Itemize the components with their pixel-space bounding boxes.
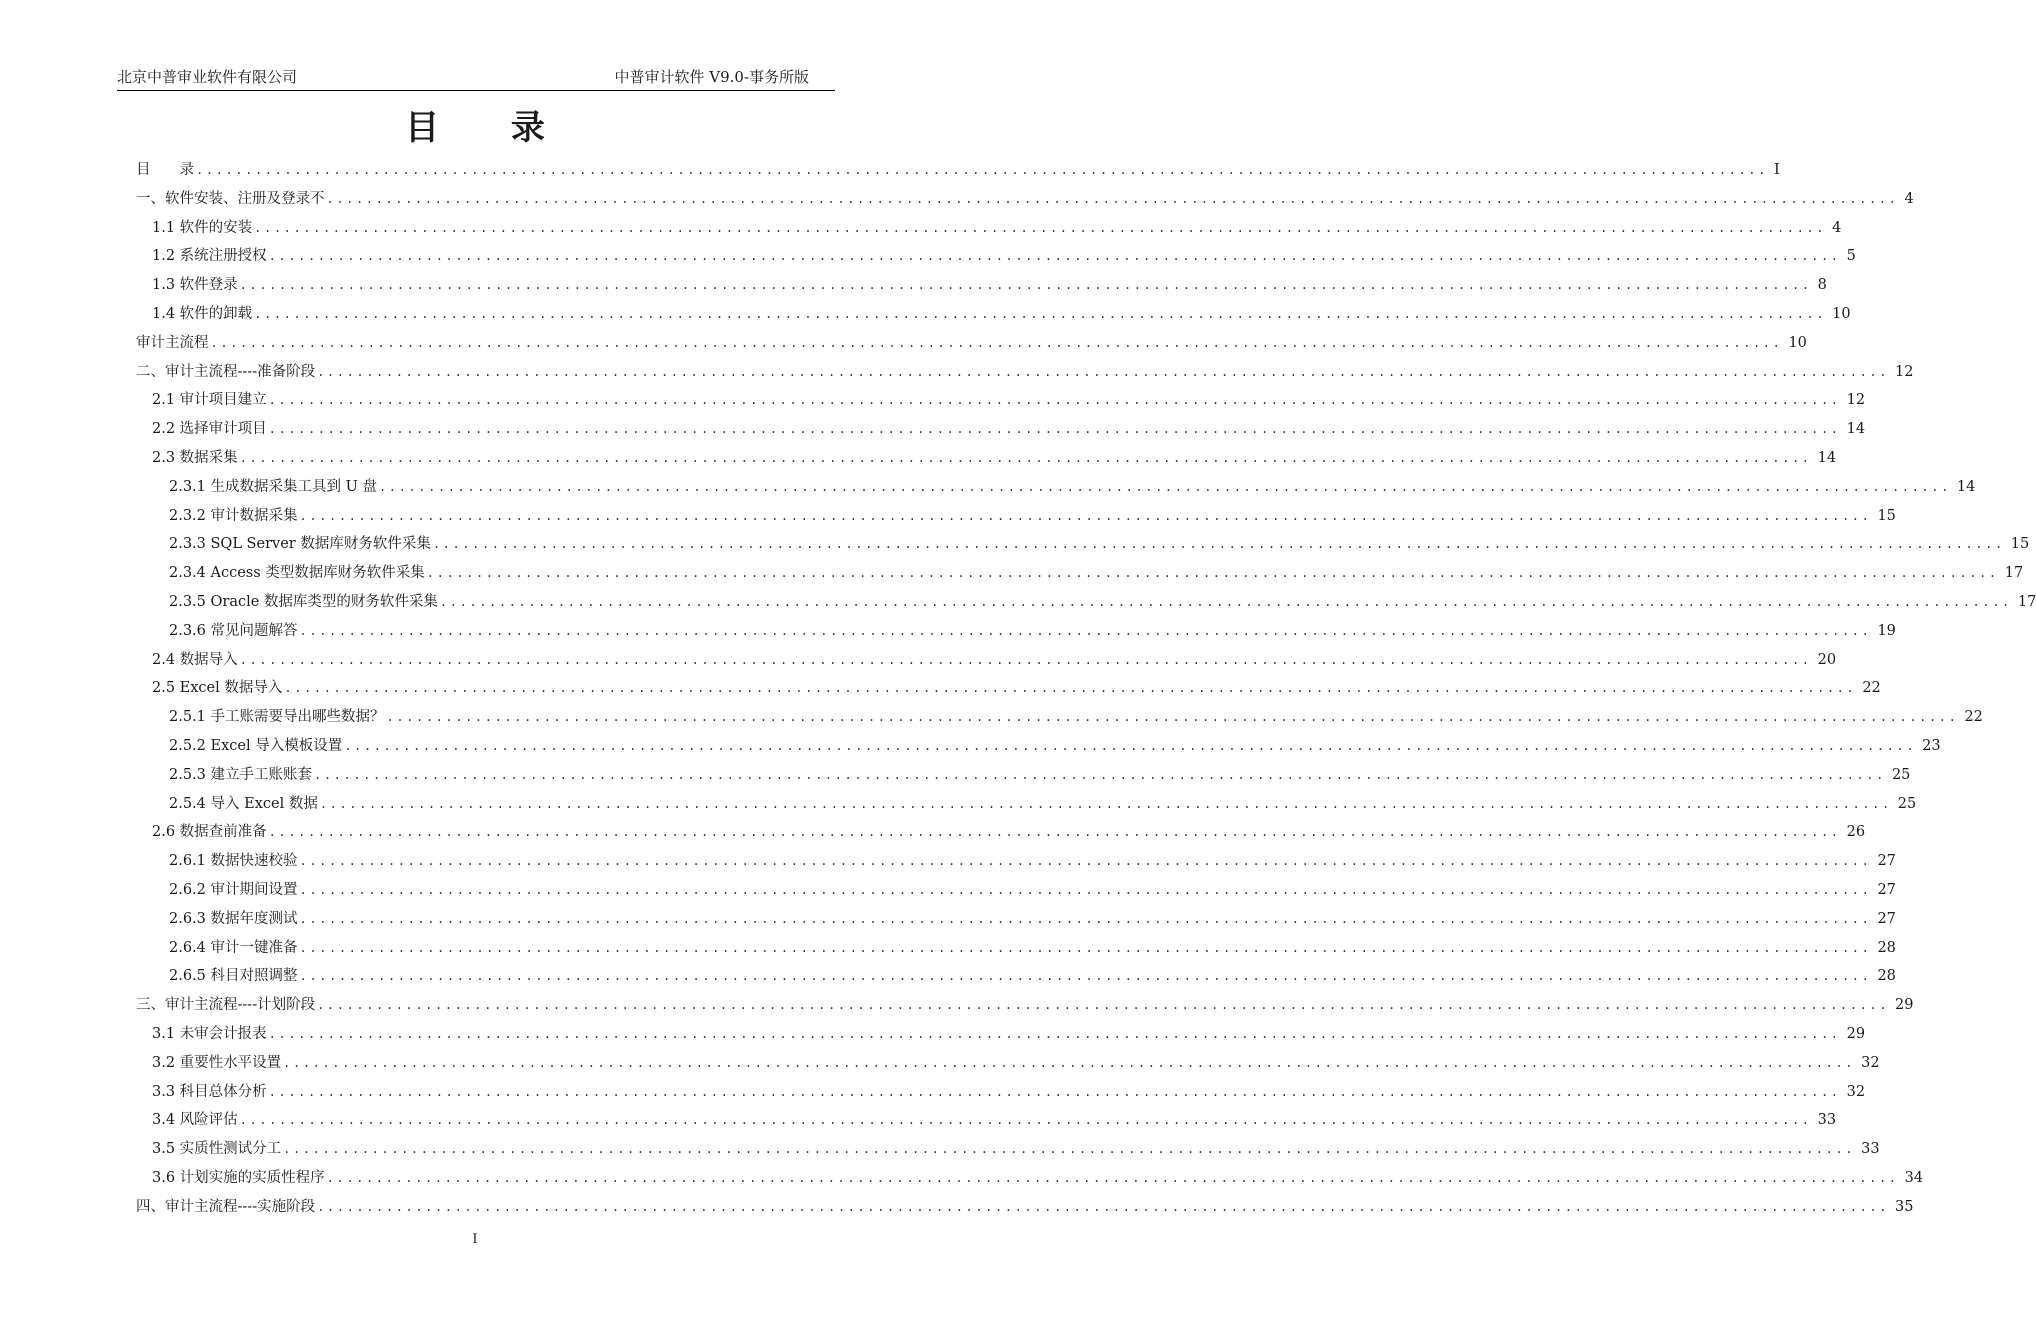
page-title: 目 录 bbox=[405, 108, 575, 148]
toc-entry[interactable] bbox=[152, 273, 1827, 295]
toc-entry-page-number: 17 bbox=[2017, 594, 2036, 610]
toc-entry[interactable] bbox=[152, 417, 1866, 439]
toc-entry[interactable] bbox=[152, 820, 1866, 842]
toc-entry[interactable] bbox=[152, 244, 1856, 266]
toc-entry[interactable] bbox=[169, 475, 1976, 497]
toc-entry[interactable] bbox=[169, 705, 1983, 727]
toc-entry-label: 2.3.3 SQL Server 数据库财务软件采集 bbox=[169, 536, 431, 553]
toc-entry-page-number: 23 bbox=[1922, 738, 1941, 754]
toc-dot-leader: ................................................................................................................................................................ bbox=[386, 710, 1959, 725]
toc-entry-page-number: 12 bbox=[1846, 392, 1866, 409]
toc-entry-page-number: I bbox=[1773, 162, 1780, 178]
toc-entry-label: 审计主流程 bbox=[136, 334, 209, 351]
toc-dot-leader: ................................................................................................................................................................ bbox=[283, 1142, 1856, 1157]
toc-entry[interactable] bbox=[152, 676, 1881, 698]
toc-entry-page-number: 14 bbox=[1817, 450, 1837, 466]
toc-entry-label: 2.5.4 导入 Excel 数据 bbox=[169, 795, 318, 812]
toc-entry[interactable] bbox=[169, 734, 1941, 756]
toc-entry-label: 2.3.4 Access 类型数据库财务软件采集 bbox=[169, 565, 425, 582]
toc-entry-page-number: 14 bbox=[1846, 421, 1866, 438]
toc-entry-page-number: 28 bbox=[1877, 968, 1896, 985]
toc-dot-leader: ................................................................................................................................................................ bbox=[439, 595, 2012, 609]
toc-entry-label: 1.4 软件的卸载 bbox=[152, 306, 253, 322]
toc-dot-leader: ................................................................................................................................................................ bbox=[254, 220, 1827, 235]
toc-entry-page-number: 8 bbox=[1817, 277, 1827, 294]
toc-entry-page-number: 28 bbox=[1877, 939, 1896, 956]
toc-entry-label: 1.3 软件登录 bbox=[152, 277, 238, 294]
toc-entry[interactable] bbox=[152, 216, 1842, 238]
toc-entry-page-number: 27 bbox=[1877, 853, 1896, 870]
toc-dot-leader: ................................................................................................................................................................ bbox=[239, 652, 1812, 667]
toc-entry-label: 2.1 审计项目建立 bbox=[152, 392, 267, 409]
toc-dot-leader: ................................................................................................................................................................ bbox=[268, 249, 1841, 264]
toc-entry-page-number: 27 bbox=[1877, 882, 1896, 898]
toc-entry-page-number: 4 bbox=[1832, 219, 1842, 236]
toc-entry-page-number: 20 bbox=[1817, 651, 1837, 668]
toc-entry-page-number: 26 bbox=[1846, 824, 1866, 841]
toc-dot-leader: ................................................................................................................................................................ bbox=[326, 191, 1899, 206]
toc-entry-label: 3.2 重要性水平设置 bbox=[152, 1054, 282, 1071]
toc-dot-leader: ................................................................................................................................................................ bbox=[268, 422, 1841, 437]
toc-dot-leader: ................................................................................................................................................................ bbox=[299, 854, 1872, 869]
toc-entry-label: 1.1 软件的安装 bbox=[152, 219, 253, 236]
toc-entry[interactable] bbox=[169, 849, 1896, 871]
toc-entry-page-number: 33 bbox=[1861, 1141, 1880, 1158]
toc-entry[interactable] bbox=[169, 619, 1896, 641]
toc-entry-page-number: 35 bbox=[1895, 1198, 1914, 1215]
toc-entry-label: 目 录 bbox=[136, 162, 194, 178]
toc-entry-label: 一、软件安装、注册及登录不 bbox=[136, 190, 325, 207]
toc-entry-page-number: 32 bbox=[1846, 1083, 1866, 1100]
toc-entry[interactable] bbox=[169, 878, 1896, 900]
toc-entry-label: 2.2 选择审计项目 bbox=[152, 421, 267, 438]
toc-entry[interactable] bbox=[169, 763, 1911, 785]
toc-entry-page-number: 25 bbox=[1891, 766, 1911, 783]
toc-dot-leader: ................................................................................................................................................................ bbox=[299, 623, 1872, 638]
toc-dot-leader: ................................................................................................................................................................ bbox=[426, 566, 1999, 581]
toc-entry[interactable] bbox=[169, 590, 2036, 612]
toc-entry-page-number: 19 bbox=[1877, 622, 1896, 639]
toc-entry[interactable] bbox=[169, 936, 1896, 958]
toc-entry[interactable] bbox=[152, 1051, 1880, 1073]
toc-entry-label: 3.3 科目总体分析 bbox=[152, 1083, 267, 1100]
toc-entry[interactable] bbox=[152, 302, 1851, 324]
toc-dot-leader: ................................................................................................................................................................ bbox=[268, 1084, 1841, 1099]
toc-entry-page-number: 29 bbox=[1895, 997, 1914, 1014]
toc-entry-page-number: 29 bbox=[1846, 1026, 1866, 1042]
toc-dot-leader: ................................................................................................................................................................ bbox=[319, 796, 1892, 811]
toc-entry[interactable] bbox=[152, 1108, 1837, 1130]
toc-entry-page-number: 10 bbox=[1832, 306, 1851, 322]
toc-dot-leader: ................................................................................................................................................................ bbox=[284, 681, 1857, 696]
toc-entry-label: 2.3.2 审计数据采集 bbox=[169, 507, 298, 524]
header-company: 北京中普审业软件有限公司 bbox=[117, 68, 298, 86]
toc-entry-page-number: 33 bbox=[1817, 1112, 1837, 1129]
toc-dot-leader: ................................................................................................................................................................ bbox=[326, 1171, 1899, 1185]
toc-dot-leader: ................................................................................................................................................................ bbox=[317, 998, 1890, 1013]
toc-entry[interactable] bbox=[152, 1080, 1866, 1102]
toc-entry-page-number: 15 bbox=[1877, 507, 1896, 524]
toc-entry[interactable] bbox=[136, 187, 1914, 209]
toc-entry-page-number: 5 bbox=[1846, 248, 1856, 265]
toc-dot-leader: ................................................................................................................................................................ bbox=[254, 307, 1827, 321]
toc-entry[interactable] bbox=[136, 1195, 1914, 1217]
toc-entry-label: 三、审计主流程----计划阶段 bbox=[136, 997, 316, 1014]
footer-page-number: I bbox=[472, 1232, 478, 1247]
toc-entry[interactable] bbox=[136, 158, 1780, 180]
toc-dot-leader: ................................................................................................................................................................ bbox=[314, 767, 1886, 782]
toc-dot-leader: ................................................................................................................................................................ bbox=[299, 969, 1872, 984]
toc-entry-label: 2.6.1 数据快速校验 bbox=[169, 853, 298, 870]
toc-entry-page-number: 10 bbox=[1788, 334, 1807, 351]
toc-entry-page-number: 14 bbox=[1956, 478, 1976, 495]
toc-entry-page-number: 15 bbox=[2010, 536, 2030, 553]
toc-entry-label: 2.6.4 审计一键准备 bbox=[169, 939, 298, 956]
toc-entry[interactable] bbox=[152, 446, 1837, 468]
toc-entry-page-number: 25 bbox=[1897, 795, 1917, 812]
toc-dot-leader: ................................................................................................................................................................ bbox=[239, 451, 1812, 465]
toc-dot-leader: ................................................................................................................................................................ bbox=[299, 940, 1872, 955]
toc-entry[interactable] bbox=[136, 331, 1807, 353]
toc-dot-leader: ................................................................................................................................................................ bbox=[268, 1027, 1841, 1041]
toc-entry[interactable] bbox=[152, 388, 1866, 410]
toc-entry-label: 2.5.2 Excel 导入模板设置 bbox=[169, 738, 343, 754]
toc-entry-label: 2.3.1 生成数据采集工具到 U 盘 bbox=[169, 478, 377, 495]
toc-entry[interactable] bbox=[152, 1166, 1924, 1188]
toc-entry-label: 2.5 Excel 数据导入 bbox=[152, 680, 283, 697]
toc-dot-leader: ................................................................................................................................................................ bbox=[299, 883, 1872, 897]
toc-entry-label: 2.4 数据导入 bbox=[152, 651, 238, 668]
toc-entry-label: 二、审计主流程----准备阶段 bbox=[136, 363, 316, 380]
toc-entry[interactable] bbox=[169, 561, 2024, 583]
toc-entry-label: 2.5.3 建立手工账账套 bbox=[169, 766, 313, 783]
toc-dot-leader: ................................................................................................................................................................ bbox=[239, 278, 1812, 293]
toc-dot-leader: ................................................................................................................................................................ bbox=[317, 1199, 1890, 1214]
toc-entry-label: 四、审计主流程----实施阶段 bbox=[136, 1198, 316, 1215]
toc-dot-leader: ................................................................................................................................................................ bbox=[344, 739, 1917, 753]
toc-entry-label: 2.3.6 常见问题解答 bbox=[169, 622, 298, 639]
toc-dot-leader: ................................................................................................................................................................ bbox=[317, 364, 1890, 379]
toc-entry-page-number: 17 bbox=[2004, 565, 2024, 582]
toc-entry[interactable] bbox=[169, 532, 2030, 554]
toc-entry-label: 3.6 计划实施的实质性程序 bbox=[152, 1170, 325, 1186]
toc-entry-page-number: 4 bbox=[1904, 190, 1914, 207]
toc-dot-leader: ................................................................................................................................................................ bbox=[239, 1113, 1812, 1128]
toc-dot-leader: ................................................................................................................................................................ bbox=[210, 335, 1783, 350]
toc-dot-leader: ................................................................................................................................................................ bbox=[432, 537, 2005, 552]
toc-entry[interactable] bbox=[169, 907, 1896, 929]
toc-dot-leader: ................................................................................................................................................................ bbox=[283, 1055, 1856, 1070]
toc-entry-label: 2.6.3 数据年度测试 bbox=[169, 910, 298, 927]
toc-entry[interactable] bbox=[136, 360, 1914, 382]
toc-entry-label: 3.4 风险评估 bbox=[152, 1112, 238, 1129]
toc-dot-leader: ................................................................................................................................................................ bbox=[299, 508, 1872, 523]
toc-entry-label: 2.6.2 审计期间设置 bbox=[169, 882, 298, 898]
toc-entry-label: 2.5.1 手工账需要导出哪些数据？ bbox=[169, 709, 385, 726]
toc-dot-leader: ................................................................................................................................................................ bbox=[299, 911, 1872, 926]
toc-entry[interactable] bbox=[169, 964, 1896, 986]
toc-entry-page-number: 27 bbox=[1877, 910, 1896, 927]
toc-dot-leader: ................................................................................................................................................................ bbox=[268, 393, 1841, 408]
toc-entry[interactable] bbox=[169, 504, 1896, 526]
toc-entry-label: 1.2 系统注册授权 bbox=[152, 248, 267, 265]
toc-entry-label: 3.5 实质性测试分工 bbox=[152, 1141, 282, 1158]
toc-entry[interactable] bbox=[136, 993, 1914, 1015]
toc-entry[interactable] bbox=[152, 1022, 1866, 1044]
toc-entry-label: 2.6.5 科目对照调整 bbox=[169, 968, 298, 985]
toc-entry-page-number: 12 bbox=[1895, 363, 1914, 380]
toc-entry-page-number: 34 bbox=[1904, 1170, 1924, 1186]
toc-entry-label: 2.6 数据查前准备 bbox=[152, 824, 267, 841]
toc-entry-page-number: 22 bbox=[1964, 709, 1983, 726]
toc-entry-page-number: 32 bbox=[1861, 1054, 1880, 1071]
toc-entry-page-number: 22 bbox=[1862, 680, 1881, 697]
header-product: 中普审计软件 V9.0-事务所版 bbox=[614, 68, 809, 86]
toc-entry-label: 2.3.5 Oracle 数据库类型的财务软件采集 bbox=[169, 594, 438, 610]
toc-dot-leader: ................................................................................................................................................................ bbox=[378, 479, 1951, 494]
toc-dot-leader: ................................................................................................................................................................ bbox=[196, 163, 1768, 177]
toc-dot-leader: ................................................................................................................................................................ bbox=[268, 825, 1841, 840]
toc-entry-label: 2.3 数据采集 bbox=[152, 450, 238, 466]
toc-entry[interactable] bbox=[169, 792, 1917, 814]
toc-entry[interactable] bbox=[152, 648, 1837, 670]
toc-entry-label: 3.1 未审会计报表 bbox=[152, 1026, 267, 1042]
toc-entry[interactable] bbox=[152, 1137, 1880, 1159]
